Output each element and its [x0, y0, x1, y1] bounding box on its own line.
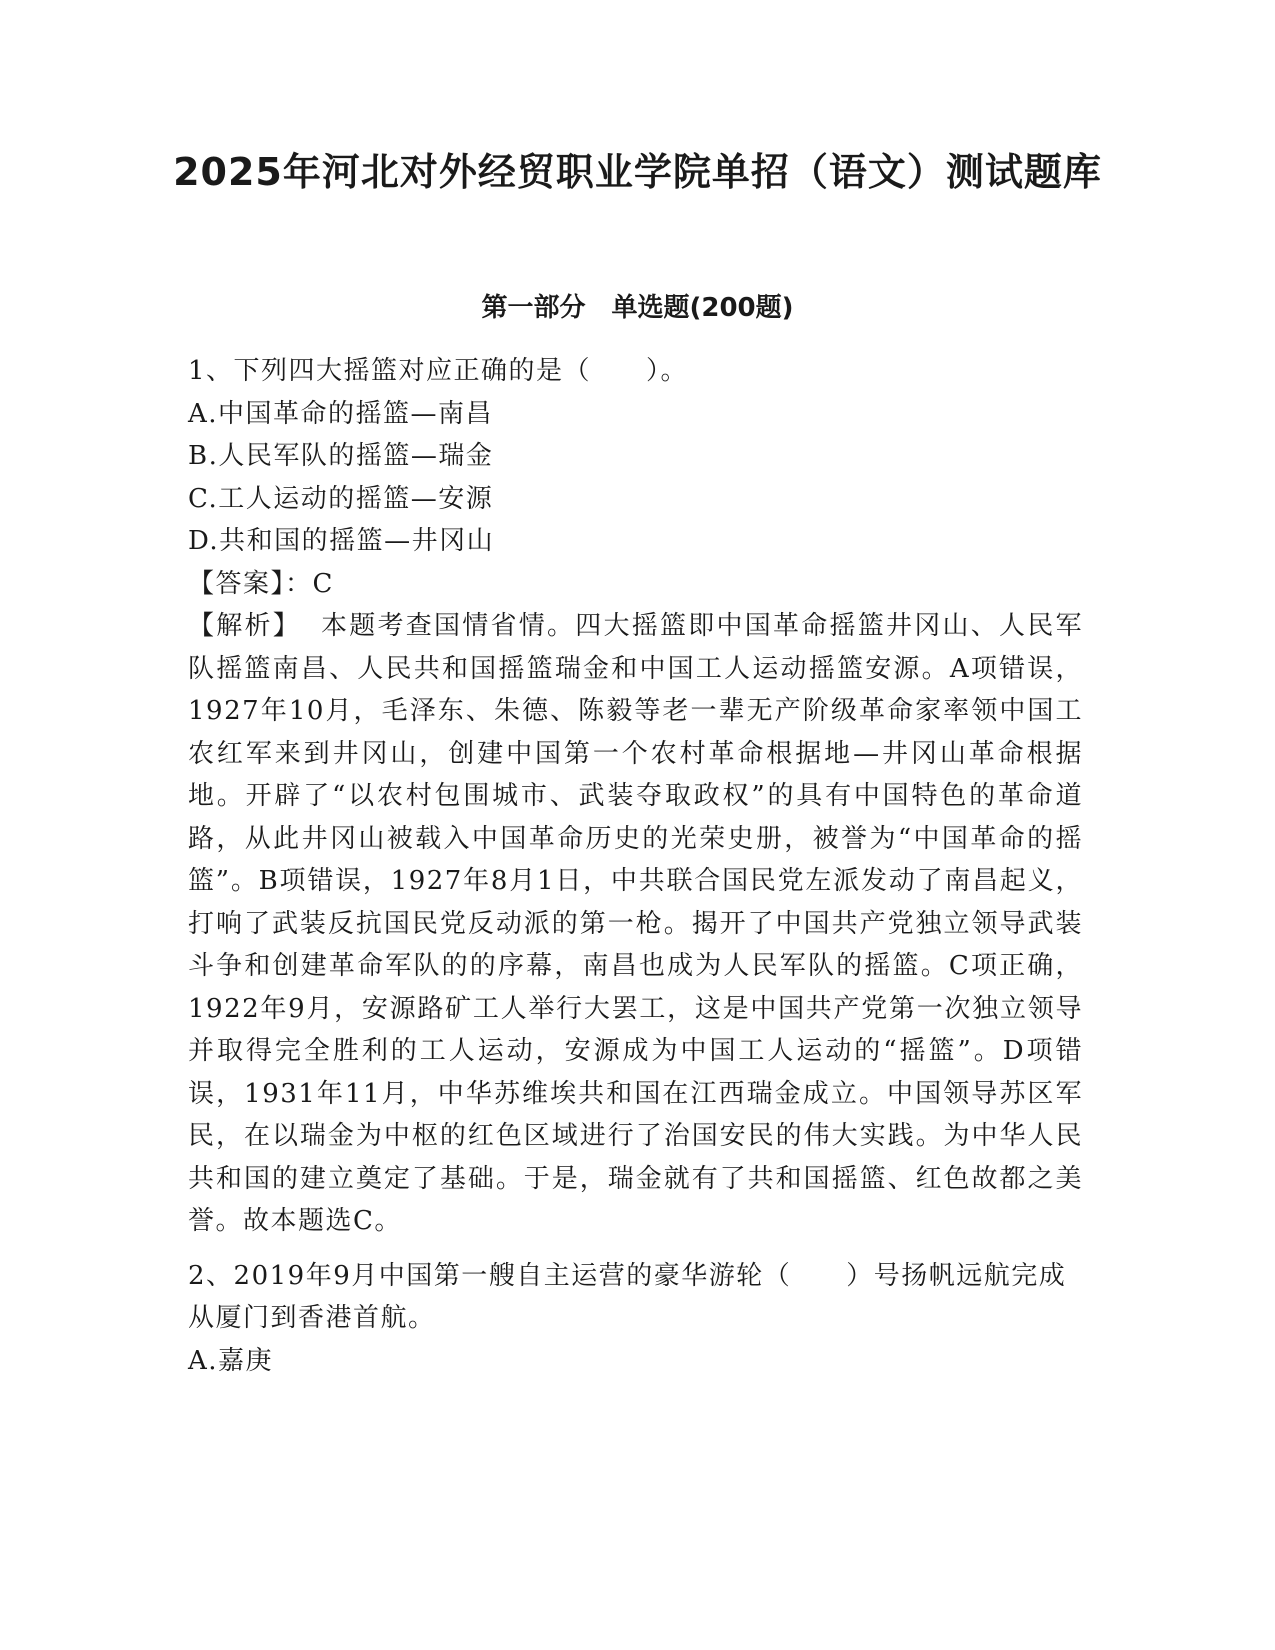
analysis-label: 【解析】	[188, 611, 301, 641]
question-list	[188, 350, 1083, 1394]
answer-value: C	[312, 568, 334, 599]
question-stem: 1、下列四大摇篮对应正确的是（ ）。	[188, 356, 689, 386]
option-d: D.共和国的摇篮—井冈山	[188, 526, 495, 556]
analysis-text: 本题考查国情省情。四大摇篮即中国革命摇篮井冈山、人民军队摇篮南昌、人民共和国摇篮瑞金和中国工人运动摇篮安源。A项错误，1927年10月，毛泽东、朱德、陈毅等老一辈无产阶级革命家率领中国工农红军来到井冈山，创建中国第一个农村革命根据地—井冈山革命根据地。开辟了“以农村包围城市、武装夺取政权”的具有中国特色的革命道路，从此井冈山被载入中国革命历史的光荣史册，被誉为“中国革命的摇篮”。B项错误，1927年8月1日，中共联合国民党左派发动了南昌起义，打响了武装反抗国民党反动派的第一枪。揭开了中国共产党独立领导武装斗争和创建革命军队的的序幕，南昌也成为人民军队的摇篮。C项正确，1922年9月，安源路矿工人举行大罢工，这是中国共产党第一次独立领导并取得完全胜利的工人运动，安源成为中国工人运动的“摇篮”。D项错误，1931年11月，中华苏维埃共和国在江西瑞金成立。中国领导苏区军民，在以瑞金为中枢的红色区域进行了治国安民的伟大实践。为中华人民共和国的建立奠定了基础。于是，瑞金就有了共和国摇篮、红色故都之美誉。故本题选C。	[188, 611, 1083, 1236]
answer-label: 【答案】：	[188, 568, 313, 599]
option-c: C.工人运动的摇篮—安源	[188, 483, 494, 514]
question-stem: 2、2019年9月中国第一艘自主运营的豪华游轮（ ）号扬帆远航完成从厦门到香港首航。	[188, 1260, 1067, 1333]
analysis-paragraph	[188, 605, 1083, 1243]
question-2	[188, 1255, 1083, 1383]
option-a: A.中国革命的摇篮—南昌	[188, 398, 494, 429]
answer-line	[188, 563, 1083, 606]
section-heading: 第一部分 单选题(200题)	[481, 293, 794, 323]
document-title: 2025年河北对外经贸职业学院单招（语文）测试题库	[173, 150, 1102, 194]
question-1	[188, 350, 1083, 1243]
option-a: A.嘉庚	[188, 1345, 274, 1376]
option-b: B.人民军队的摇篮—瑞金	[188, 441, 494, 471]
